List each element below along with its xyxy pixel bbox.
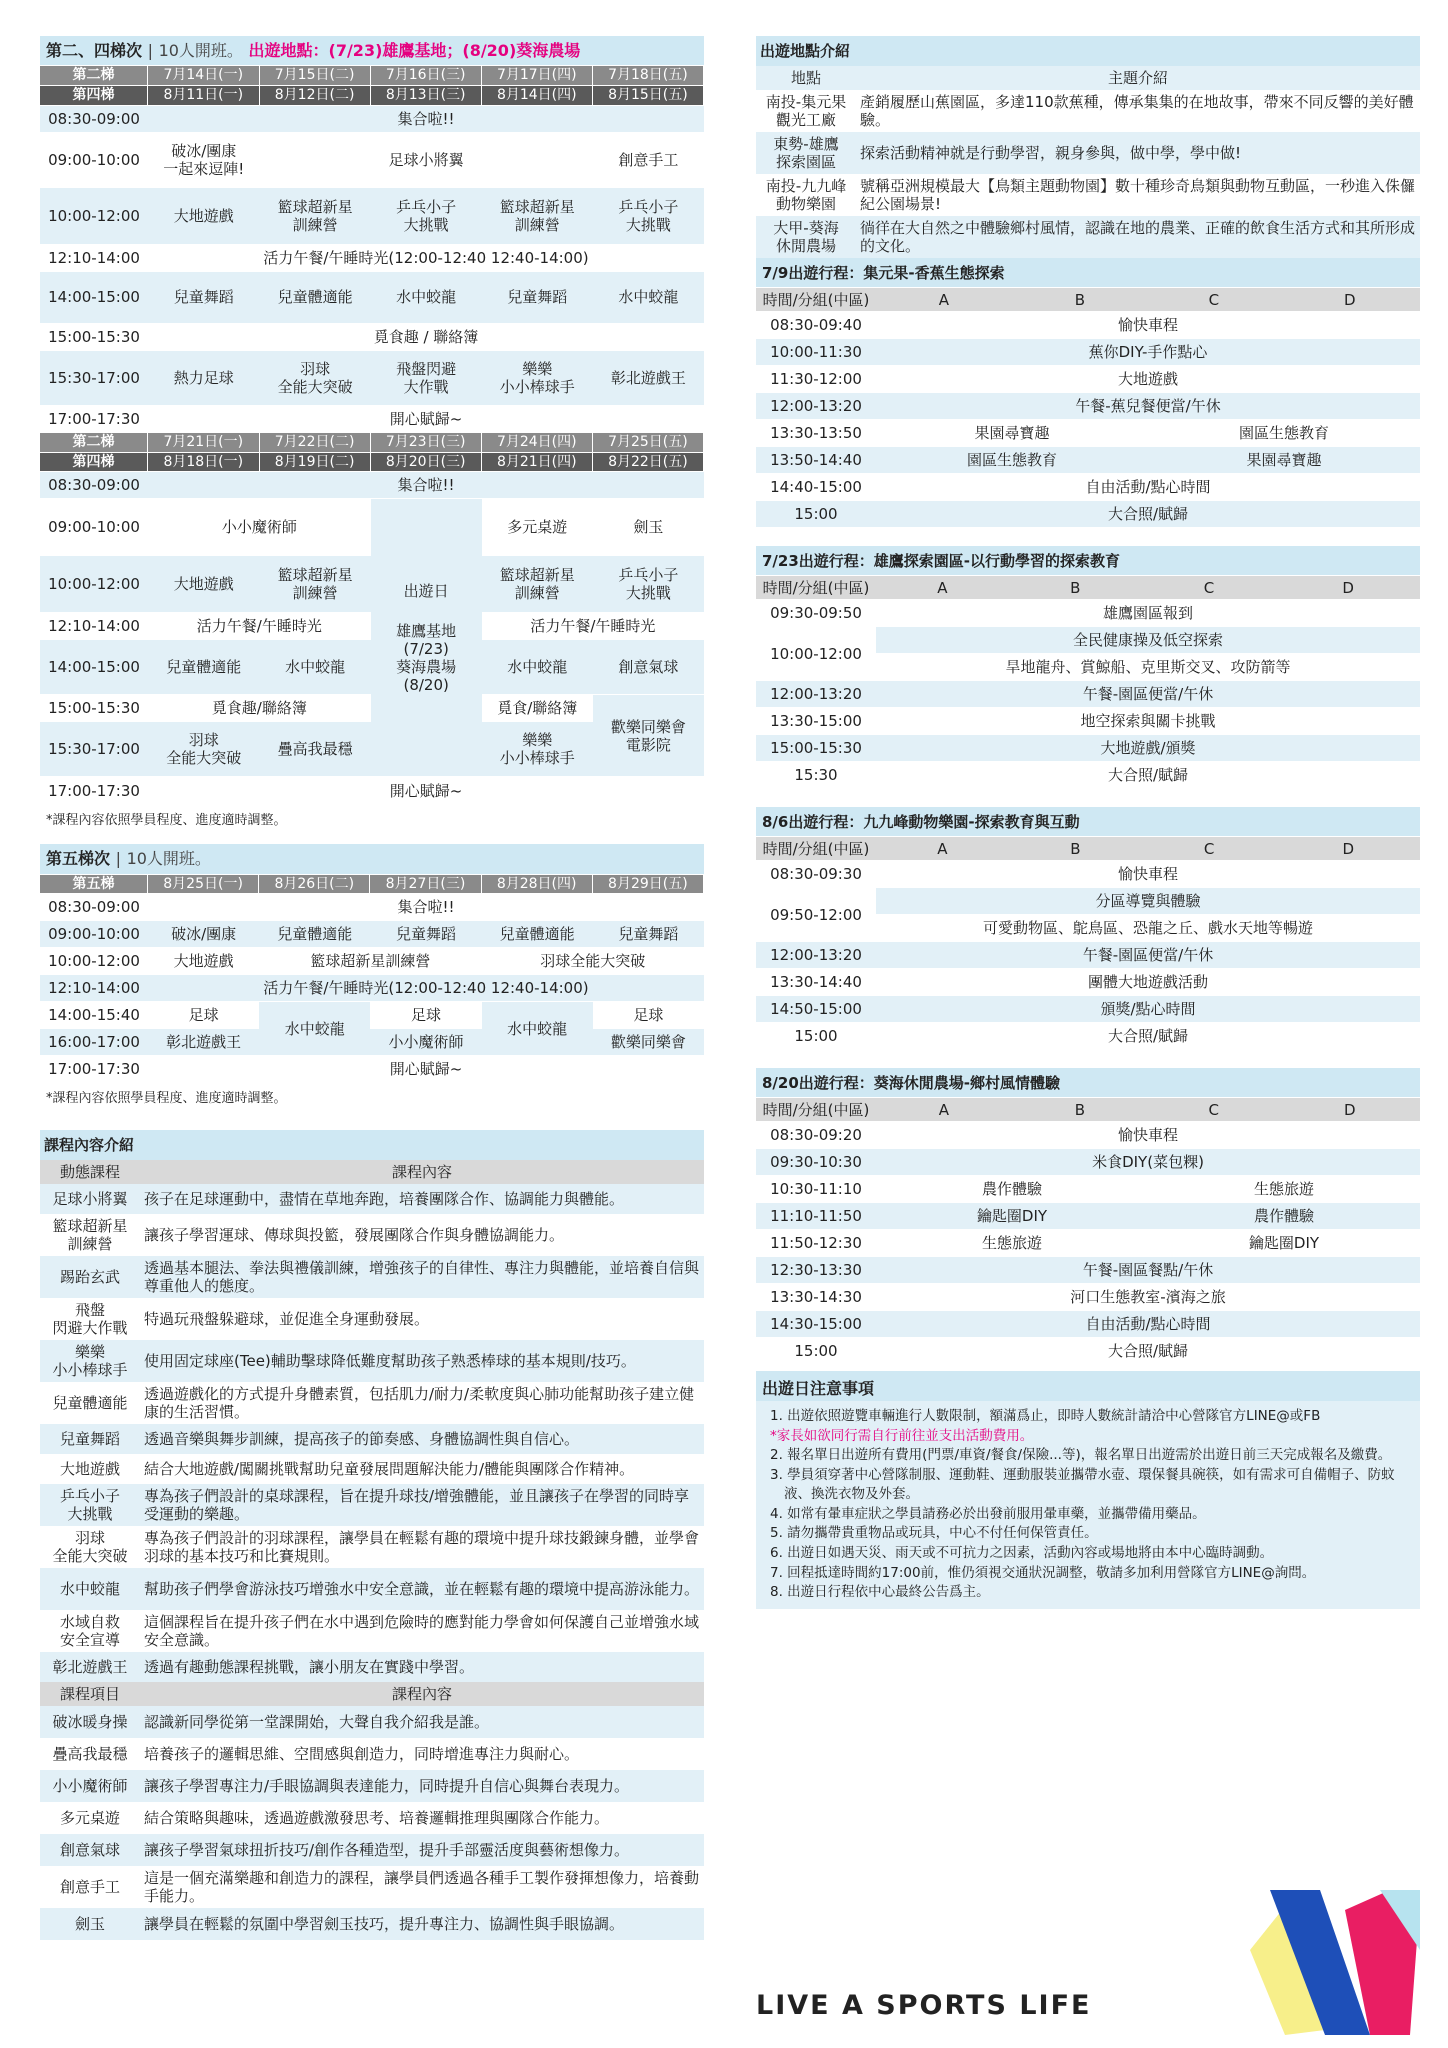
time-slot: 10:00-12:00 bbox=[40, 948, 148, 975]
course-desc: 認識新同學從第一堂課開始，大聲自我介紹我是誰。 bbox=[144, 1713, 490, 1732]
activity: 小小魔術師 bbox=[148, 499, 371, 556]
course-name: 足球小將翼 bbox=[52, 1190, 128, 1209]
activity: 水中蛟龍 bbox=[593, 272, 704, 324]
date: 8月20日(三) bbox=[371, 453, 482, 473]
place-name: 東勢-雄鷹 探索園區 bbox=[773, 135, 839, 171]
column-header: B bbox=[1009, 837, 1142, 861]
activity: 鑰匙圈DIY bbox=[1148, 1230, 1420, 1257]
notice-item: 8. 出遊日行程依中心最終公告爲主。 bbox=[770, 1584, 990, 1601]
activity: 園區生態教育 bbox=[876, 447, 1148, 474]
places-table bbox=[756, 36, 1420, 258]
activity: 愉快車程 bbox=[876, 1122, 1420, 1149]
time-slot: 17:00-17:30 bbox=[40, 777, 148, 805]
date: 7月18日(五) bbox=[593, 66, 704, 86]
activity: 樂樂 小小棒球手 bbox=[482, 722, 593, 777]
trip-table-0806 bbox=[756, 807, 1420, 1050]
trip-title: 7/23出遊行程：雄鷹探索園區-以行動學習的探索教育 bbox=[756, 546, 1420, 576]
time-slot: 08:30-09:00 bbox=[40, 894, 148, 921]
activity: 覓食/聯絡簿 bbox=[482, 695, 593, 722]
activity: 彰北遊戲王 bbox=[593, 351, 704, 406]
time-slot: 09:30-10:30 bbox=[756, 1149, 876, 1176]
column-header: D bbox=[1280, 1098, 1421, 1122]
course-desc: 結合大地遊戲/闖關挑戰幫助兒童發展問題解決能力/體能與團隊合作精神。 bbox=[144, 1460, 635, 1479]
date: 7月22日(二) bbox=[260, 433, 371, 453]
column-header: D bbox=[1276, 576, 1420, 600]
week-label: 第五梯 bbox=[40, 875, 148, 895]
date: 7月14日(一) bbox=[148, 66, 260, 86]
activity: 園區生態教育 bbox=[1148, 420, 1420, 447]
activity: 疊高我最穩 bbox=[260, 722, 371, 777]
activity: 大合照/賦歸 bbox=[876, 1023, 1420, 1050]
activity: 自由活動/點心時間 bbox=[876, 1311, 1420, 1338]
activity: 大合照/賦歸 bbox=[876, 1338, 1420, 1365]
activity: 午餐-園區便當/午休 bbox=[876, 942, 1420, 969]
activity: 樂樂 小小棒球手 bbox=[482, 351, 593, 406]
column-header: D bbox=[1280, 288, 1420, 312]
time-slot: 15:00-15:30 bbox=[40, 695, 148, 722]
activity: 午餐-園區餐點/午休 bbox=[876, 1257, 1420, 1284]
time-slot: 09:00-10:00 bbox=[40, 921, 148, 948]
column-header: 時間/分組(中區) bbox=[756, 1098, 876, 1122]
outing-day-cell bbox=[371, 499, 482, 777]
activity: 全民健康操及低空探索 bbox=[876, 627, 1420, 654]
activity: 小小魔術師 bbox=[370, 1029, 481, 1056]
activity: 乒乓小子 大挑戰 bbox=[371, 188, 482, 245]
course-desc: 讓學員在輕鬆的氛圍中學習劍玉技巧，提升專注力、協調性與手眼協調。 bbox=[144, 1915, 625, 1934]
section-title: 出遊地點介紹 bbox=[756, 36, 1420, 66]
schedule-table-week-5 bbox=[40, 844, 704, 1083]
time-slot: 08:30-09:30 bbox=[756, 861, 876, 888]
notice-item: 2. 報名單日出遊所有費用(門票/車資/餐食/保險...等)，報名單日出遊需於出遊日前三天完成報名及繳費。 bbox=[770, 1447, 1392, 1464]
column-header: 課程項目 bbox=[40, 1682, 140, 1706]
brand-logo-icon bbox=[1250, 1890, 1420, 2035]
course-name: 破冰暖身操 bbox=[52, 1713, 128, 1732]
activity: 活力午餐/午睡時光 bbox=[482, 613, 704, 640]
time-slot: 09:30-09:50 bbox=[756, 600, 876, 627]
column-header: A bbox=[876, 1098, 1012, 1122]
course-name: 飛盤 閃避大作戰 bbox=[52, 1301, 128, 1338]
activity: 歡樂同樂會 bbox=[593, 1029, 704, 1056]
date: 8月15日(五) bbox=[593, 86, 704, 106]
notice-title: 出遊日注意事項 bbox=[756, 1371, 1420, 1401]
activity: 農作體驗 bbox=[876, 1176, 1148, 1203]
activity: 集合啦!! bbox=[148, 472, 704, 499]
date: 8月21日(四) bbox=[482, 453, 593, 473]
course-name: 籃球超新星 訓練營 bbox=[52, 1217, 128, 1254]
date: 8月28日(四) bbox=[482, 875, 593, 895]
column-header: D bbox=[1276, 837, 1420, 861]
activity: 兒童舞蹈 bbox=[593, 921, 704, 948]
activity: 足球 bbox=[148, 1002, 259, 1029]
course-name: 創意手工 bbox=[59, 1878, 120, 1897]
activity: 午餐-園區便當/午休 bbox=[876, 681, 1420, 708]
column-header: B bbox=[1012, 288, 1148, 312]
activity: 大地遊戲 bbox=[148, 948, 259, 975]
activity: 集合啦!! bbox=[148, 106, 704, 133]
activity: 活力午餐/午睡時光 bbox=[148, 613, 371, 640]
trip-title: 7/9出遊行程：集元果-香蕉生態探索 bbox=[756, 258, 1420, 288]
column-header: 課程內容 bbox=[140, 1682, 704, 1706]
course-name: 彰北遊戲王 bbox=[52, 1658, 128, 1677]
course-desc: 使用固定球座(Tee)輔助擊球降低難度幫助孩子熟悉棒球的基本規則/技巧。 bbox=[144, 1352, 636, 1371]
course-desc: 透過遊戲化的方式提升身體素質，包括肌力/耐力/柔軟度與心肺功能幫助孩子建立健康的生活習慣。 bbox=[144, 1385, 695, 1422]
activity: 籃球超新星 訓練營 bbox=[482, 188, 593, 245]
time-slot: 10:30-11:10 bbox=[756, 1176, 876, 1203]
time-slot: 08:30-09:00 bbox=[40, 472, 148, 499]
week-label: 第二梯 bbox=[40, 433, 148, 453]
activity: 水中蛟龍 bbox=[371, 272, 482, 324]
course-desc: 結合策略與趣味，透過遊戲激發思考、培養邏輯推理與團隊合作能力。 bbox=[144, 1809, 610, 1828]
course-name: 水中蛟龍 bbox=[59, 1580, 120, 1599]
course-name: 羽球 全能大突破 bbox=[52, 1529, 128, 1566]
column-header: 時間/分組(中區) bbox=[756, 837, 876, 861]
time-slot: 09:00-10:00 bbox=[40, 133, 148, 188]
left-column bbox=[40, 36, 704, 1940]
time-slot: 15:00 bbox=[756, 1023, 876, 1050]
activity: 開心賦歸~ bbox=[148, 777, 704, 805]
section-title: 課程內容介紹 bbox=[40, 1130, 704, 1160]
column-header: 課程內容 bbox=[140, 1160, 704, 1184]
time-slot: 11:10-11:50 bbox=[756, 1203, 876, 1230]
date: 7月17日(四) bbox=[482, 66, 593, 86]
column-header: A bbox=[876, 837, 1009, 861]
date: 8月14日(四) bbox=[482, 86, 593, 106]
activity: 羽球 全能大突破 bbox=[260, 351, 371, 406]
column-header: 時間/分組(中區) bbox=[756, 288, 876, 312]
activity: 覓食趣 / 聯絡簿 bbox=[148, 324, 704, 351]
batch-title: 第五梯次 bbox=[46, 849, 111, 869]
time-slot: 12:10-14:00 bbox=[40, 245, 148, 272]
course-name: 劍玉 bbox=[74, 1915, 105, 1934]
activity: 旱地龍舟、賞鯨船、克里斯交叉、攻防箭等 bbox=[876, 654, 1420, 681]
course-name: 踢跆玄武 bbox=[59, 1268, 120, 1287]
activity: 活力午餐/午睡時光(12:00-12:40 12:40-14:00) bbox=[148, 245, 704, 272]
activity: 彰北遊戲王 bbox=[148, 1029, 259, 1056]
activity: 乒乓小子 大挑戰 bbox=[593, 556, 704, 613]
course-name: 疊高我最穩 bbox=[52, 1745, 128, 1764]
date: 8月19日(二) bbox=[260, 453, 371, 473]
time-slot: 14:40-15:00 bbox=[756, 474, 876, 501]
activity: 足球小將翼 bbox=[260, 133, 593, 188]
course-intro-table bbox=[40, 1130, 704, 1940]
time-slot: 15:30 bbox=[756, 762, 876, 789]
time-slot: 14:00-15:40 bbox=[40, 1002, 148, 1029]
activity: 創意手工 bbox=[593, 133, 704, 188]
activity: 大地遊戲 bbox=[148, 556, 260, 613]
week-label: 第四梯 bbox=[40, 86, 148, 106]
activity: 熱力足球 bbox=[148, 351, 260, 406]
date: 7月24日(四) bbox=[482, 433, 593, 453]
schedule-note: *課程內容依照學員程度、進度適時調整。 bbox=[46, 813, 287, 829]
course-desc: 透過音樂與舞步訓練，提高孩子的節奏感、身體協調性與自信心。 bbox=[144, 1430, 580, 1449]
column-header: C bbox=[1148, 1098, 1280, 1122]
activity: 大地遊戲/頒獎 bbox=[876, 735, 1420, 762]
course-desc: 特過玩飛盤躲避球，並促進全身運動發展。 bbox=[144, 1310, 430, 1329]
time-slot: 15:00 bbox=[756, 1338, 876, 1365]
time-slot: 08:30-09:40 bbox=[756, 312, 876, 339]
activity: 足球 bbox=[370, 1002, 481, 1029]
time-slot: 08:30-09:00 bbox=[40, 106, 148, 133]
time-slot: 11:50-12:30 bbox=[756, 1230, 876, 1257]
course-desc: 讓孩子學習專注力/手眼協調與表達能力，同時提升自信心與舞台表現力。 bbox=[144, 1777, 630, 1796]
time-slot: 12:00-13:20 bbox=[756, 681, 876, 708]
activity: 籃球超新星 訓練營 bbox=[260, 188, 371, 245]
time-slot: 10:00-12:00 bbox=[40, 188, 148, 245]
activity: 分區導覽與體驗 bbox=[876, 888, 1420, 915]
course-desc: 讓孩子學習運球、傳球與投籃，發展團隊合作與身體協調能力。 bbox=[144, 1226, 565, 1245]
activity: 劍玉 bbox=[593, 499, 704, 556]
course-name: 水域自救 安全宣導 bbox=[59, 1613, 120, 1650]
date: 8月18日(一) bbox=[148, 453, 260, 473]
slogan: LIVE A SPORTS LIFE bbox=[756, 1990, 1092, 2021]
time-slot: 13:30-13:50 bbox=[756, 420, 876, 447]
activity: 米食DIY(菜包粿) bbox=[876, 1149, 1420, 1176]
time-slot: 13:50-14:40 bbox=[756, 447, 876, 474]
date: 7月15日(二) bbox=[260, 66, 371, 86]
activity: 兒童舞蹈 bbox=[482, 272, 593, 324]
column-header: 主題介紹 bbox=[1107, 69, 1168, 87]
time-slot: 08:30-09:20 bbox=[756, 1122, 876, 1149]
date: 8月22日(五) bbox=[593, 453, 704, 473]
date: 8月13日(三) bbox=[371, 86, 482, 106]
date: 7月16日(三) bbox=[371, 66, 482, 86]
course-desc: 培養孩子的邏輯思維、空間感與創造力，同時增進專注力與耐心。 bbox=[144, 1745, 580, 1764]
column-header: A bbox=[876, 576, 1009, 600]
activity: 生態旅遊 bbox=[876, 1230, 1148, 1257]
destination: 出遊地點：(7/23)雄鷹基地；(8/20)葵海農場 bbox=[248, 41, 581, 60]
place-desc: 探索活動精神就是行動學習，親身參與，做中學，學中做! bbox=[860, 144, 1242, 162]
place-desc: 產銷履歷山蕉園區，多達110款蕉種，傳承集集的在地故事，帶來不同反響的美好體驗。 bbox=[860, 93, 1414, 129]
course-desc: 專為孩子們設計的桌球課程，旨在提升球技/增強體能，並且讓孩子在學習的同時享受運動的樂趣。 bbox=[144, 1487, 690, 1524]
column-header: B bbox=[1009, 576, 1142, 600]
time-slot: 15:30-17:00 bbox=[40, 351, 148, 406]
course-name: 小小魔術師 bbox=[52, 1777, 128, 1796]
time-slot: 12:00-13:20 bbox=[756, 393, 876, 420]
activity: 兒童舞蹈 bbox=[370, 921, 481, 948]
notice-item: 6. 出遊日如遇天災、雨天或不可抗力之因素，活動內容或場地將由本中心臨時調動。 bbox=[770, 1544, 1274, 1561]
activity: 羽球全能大突破 bbox=[482, 948, 704, 975]
column-header: A bbox=[876, 288, 1012, 312]
time-slot: 12:00-13:20 bbox=[756, 942, 876, 969]
course-desc: 讓孩子學習氣球扭折技巧/創作各種造型，提升手部靈活度與藝術想像力。 bbox=[144, 1841, 630, 1860]
activity: 開心賦歸~ bbox=[148, 406, 704, 433]
activity: 農作體驗 bbox=[1148, 1203, 1420, 1230]
time-slot: 10:00-11:30 bbox=[756, 339, 876, 366]
activity: 兒童體適能 bbox=[260, 272, 371, 324]
time-slot: 10:00-12:00 bbox=[40, 556, 148, 613]
schedule-table-weeks-2-4-a bbox=[40, 36, 704, 805]
activity: 多元桌遊 bbox=[482, 499, 593, 556]
time-slot: 11:30-12:00 bbox=[756, 366, 876, 393]
date: 7月23日(三) bbox=[371, 433, 482, 453]
schedule-title: 第二、四梯次 | 10人開班。 出遊地點：(7/23)雄鷹基地；(8/20)葵海農場 bbox=[40, 36, 704, 66]
activity: 歡樂同樂會 電影院 bbox=[593, 695, 704, 777]
class-size: 10人開班。 bbox=[126, 849, 211, 869]
activity: 乒乓小子 大挑戰 bbox=[593, 188, 704, 245]
time-slot: 14:50-15:00 bbox=[756, 996, 876, 1023]
course-name: 創意氣球 bbox=[59, 1841, 120, 1860]
time-slot: 14:30-15:00 bbox=[756, 1311, 876, 1338]
activity: 團體大地遊戲活動 bbox=[876, 969, 1420, 996]
course-desc: 幫助孩子們學會游泳技巧增強水中安全意識，並在輕鬆有趣的環境中提高游泳能力。 bbox=[144, 1580, 700, 1599]
notice-item: 3. 學員須穿著中心營隊制服、運動鞋、運動服裝並攜帶水壺、環保餐具碗筷，如有需求可自備帽子、防蚊液、換洗衣物及外套。 bbox=[770, 1466, 1395, 1503]
activity: 籃球超新星 訓練營 bbox=[482, 556, 593, 613]
trip-title: 8/6出遊行程：九九峰動物樂園-探索教育與互動 bbox=[756, 807, 1420, 837]
time-slot: 16:00-17:00 bbox=[40, 1029, 148, 1056]
place-name: 南投-集元果 觀光工廠 bbox=[765, 93, 847, 129]
time-slot: 12:30-13:30 bbox=[756, 1257, 876, 1284]
activity: 水中蛟龍 bbox=[482, 640, 593, 695]
column-header: C bbox=[1148, 288, 1280, 312]
schedule-note: *課程內容依照學員程度、進度適時調整。 bbox=[46, 1091, 287, 1107]
course-name: 兒童舞蹈 bbox=[59, 1430, 120, 1449]
activity: 兒童體適能 bbox=[482, 921, 593, 948]
course-desc: 孩子在足球運動中，盡情在草地奔跑，培養團隊合作、協調能力與體能。 bbox=[144, 1190, 625, 1209]
date: 7月25日(五) bbox=[593, 433, 704, 453]
trip-table-0820 bbox=[756, 1068, 1420, 1365]
activity: 愉快車程 bbox=[876, 861, 1420, 888]
outing-place: 雄鷹基地 (7/23) 葵海農場 (8/20) bbox=[396, 621, 457, 694]
course-name: 兒童體適能 bbox=[52, 1394, 128, 1413]
time-slot: 17:00-17:30 bbox=[40, 406, 148, 433]
activity: 自由活動/點心時間 bbox=[876, 474, 1420, 501]
course-name: 乒乓小子 大挑戰 bbox=[59, 1487, 120, 1524]
activity: 大合照/賦歸 bbox=[876, 501, 1420, 528]
activity: 地空探索與關卡挑戰 bbox=[876, 708, 1420, 735]
right-column bbox=[756, 36, 1420, 1609]
time-slot: 15:30-17:00 bbox=[40, 722, 148, 777]
time-slot: 12:10-14:00 bbox=[40, 975, 148, 1002]
time-slot: 15:00 bbox=[756, 501, 876, 528]
activity: 飛盤閃避 大作戰 bbox=[371, 351, 482, 406]
activity: 籃球超新星訓練營 bbox=[259, 948, 481, 975]
course-desc: 透過基本腿法、拳法與禮儀訓練，增強孩子的自律性、專注力與體能，並培養自信與尊重他人的態度。 bbox=[144, 1259, 700, 1296]
activity: 雄鷹園區報到 bbox=[876, 600, 1420, 627]
dynamic-courses bbox=[40, 1184, 704, 1682]
activity: 開心賦歸~ bbox=[148, 1056, 704, 1083]
column-header: 地點 bbox=[790, 69, 821, 87]
class-size: 10人開班。 bbox=[158, 41, 243, 60]
activity: 覓食趣/聯絡簿 bbox=[148, 695, 371, 722]
time-slot: 13:30-15:00 bbox=[756, 708, 876, 735]
activity: 可愛動物區、鴕鳥區、恐龍之丘、戲水天地等暢遊 bbox=[876, 915, 1420, 942]
place-name: 大甲-葵海 休閒農場 bbox=[773, 219, 839, 255]
place-name: 南投-九九峰 動物樂園 bbox=[765, 177, 847, 213]
notice-red: *家長如欲同行需自行前往並支出活動費用。 bbox=[770, 1427, 1034, 1444]
trip-title: 8/20出遊行程：葵海休閒農場-鄉村風情體驗 bbox=[756, 1068, 1420, 1098]
time-slot: 14:00-15:00 bbox=[40, 272, 148, 324]
date: 8月12日(二) bbox=[260, 86, 371, 106]
notice-list bbox=[756, 1401, 1420, 1609]
time-slot: 10:00-12:00 bbox=[756, 627, 876, 681]
place-desc: 號稱亞洲規模最大【鳥類主題動物園】數十種珍奇鳥類與動物互動區，一秒進入侏儸紀公園場景! bbox=[860, 177, 1416, 213]
activity: 水中蛟龍 bbox=[260, 640, 371, 695]
activity: 蕉你DIY-手作點心 bbox=[876, 339, 1420, 366]
activity: 鑰匙圈DIY bbox=[876, 1203, 1148, 1230]
place-desc: 徜徉在大自然之中體驗鄉村風情，認識在地的農業、正確的飲食生活方式和其所形成的文化。 bbox=[860, 219, 1416, 255]
activity: 破冰/團康 bbox=[148, 921, 259, 948]
activity: 大地遊戲 bbox=[876, 366, 1420, 393]
activity: 果園尋寶趣 bbox=[876, 420, 1148, 447]
activity: 兒童舞蹈 bbox=[148, 272, 260, 324]
activity: 兒童體適能 bbox=[259, 921, 370, 948]
notice-item: 4. 如常有暈車症狀之學員請務必於出發前服用暈車藥，並攜帶備用藥品。 bbox=[770, 1505, 1206, 1522]
notice-item: 1. 出遊依照遊覽車輛進行人數限制，額滿爲止，即時人數統計請洽中心營隊官方LINE@或FB bbox=[770, 1408, 1321, 1424]
activity: 午餐-蕉兒餐便當/午休 bbox=[876, 393, 1420, 420]
course-desc: 這個課程旨在提升孩子們在水中遇到危險時的應對能力學會如何保護自己並增強水域安全意識。 bbox=[144, 1613, 700, 1650]
week-label: 第四梯 bbox=[40, 453, 148, 473]
activity: 生態旅遊 bbox=[1148, 1176, 1420, 1203]
activity: 集合啦!! bbox=[148, 894, 704, 921]
activity: 活力午餐/午睡時光(12:00-12:40 12:40-14:00) bbox=[148, 975, 704, 1002]
activity: 籃球超新星 訓練營 bbox=[260, 556, 371, 613]
activity: 果園尋寶趣 bbox=[1148, 447, 1420, 474]
course-desc: 這是一個充滿樂趣和創造力的課程，讓學員們透過各種手工製作發揮想像力，培養動手能力。 bbox=[144, 1869, 700, 1906]
course-name: 大地遊戲 bbox=[59, 1460, 120, 1479]
activity: 大合照/賦歸 bbox=[876, 762, 1420, 789]
notice-item: 7. 回程抵達時間約17:00前，惟仍須視交通狀況調整，敬請多加利用營隊官方LINE@詢問。 bbox=[770, 1564, 1316, 1581]
time-slot: 13:30-14:40 bbox=[756, 969, 876, 996]
time-slot: 14:00-15:00 bbox=[40, 640, 148, 695]
column-header: 時間/分組(中區) bbox=[756, 576, 876, 600]
activity: 破冰/團康 一起來逗陣! bbox=[148, 133, 260, 188]
date: 8月27日(三) bbox=[370, 875, 481, 895]
date: 8月25日(一) bbox=[148, 875, 259, 895]
time-slot: 09:00-10:00 bbox=[40, 499, 148, 556]
time-slot: 17:00-17:30 bbox=[40, 1056, 148, 1083]
date: 7月21日(一) bbox=[148, 433, 260, 453]
outing-label: 出遊日 bbox=[403, 581, 449, 600]
activity: 水中蛟龍 bbox=[259, 1002, 370, 1056]
activity: 水中蛟龍 bbox=[482, 1002, 593, 1056]
activity: 愉快車程 bbox=[876, 312, 1420, 339]
schedule-title: 第五梯次 | 10人開班。 bbox=[40, 844, 704, 874]
column-header: C bbox=[1142, 576, 1277, 600]
time-slot: 15:00-15:30 bbox=[40, 324, 148, 351]
activity: 河口生態教室-濱海之旅 bbox=[876, 1284, 1420, 1311]
trip-table-0709 bbox=[756, 258, 1420, 528]
course-name: 多元桌遊 bbox=[59, 1809, 120, 1828]
time-slot: 09:50-12:00 bbox=[756, 888, 876, 942]
date: 8月29日(五) bbox=[593, 875, 704, 895]
column-header: B bbox=[1012, 1098, 1148, 1122]
batch-title: 第二、四梯次 bbox=[46, 41, 143, 60]
trip-table-0723 bbox=[756, 546, 1420, 789]
week-label: 第二梯 bbox=[40, 66, 148, 86]
date: 8月26日(二) bbox=[259, 875, 370, 895]
activity: 羽球 全能大突破 bbox=[148, 722, 260, 777]
course-name: 樂樂 小小棒球手 bbox=[52, 1343, 128, 1380]
notice-item: 5. 請勿攜帶貴重物品或玩具，中心不付任何保管責任。 bbox=[770, 1525, 1098, 1542]
date: 8月11日(一) bbox=[148, 86, 260, 106]
column-header: C bbox=[1142, 837, 1277, 861]
activity: 足球 bbox=[593, 1002, 704, 1029]
course-desc: 專為孩子們設計的羽球課程，讓學員在輕鬆有趣的環境中提升球技鍛鍊身體，並學會羽球的基本技巧和比賽規則。 bbox=[144, 1529, 700, 1566]
activity: 頒獎/點心時間 bbox=[876, 996, 1420, 1023]
time-slot: 13:30-14:30 bbox=[756, 1284, 876, 1311]
column-header: 動態課程 bbox=[40, 1160, 140, 1184]
time-slot: 12:10-14:00 bbox=[40, 613, 148, 640]
activity: 兒童體適能 bbox=[148, 640, 260, 695]
activity: 大地遊戲 bbox=[148, 188, 260, 245]
course-desc: 透過有趣動態課程挑戰，讓小朋友在實踐中學習。 bbox=[144, 1658, 475, 1677]
activity: 創意氣球 bbox=[593, 640, 704, 695]
time-slot: 15:00-15:30 bbox=[756, 735, 876, 762]
static-courses bbox=[40, 1706, 704, 1940]
